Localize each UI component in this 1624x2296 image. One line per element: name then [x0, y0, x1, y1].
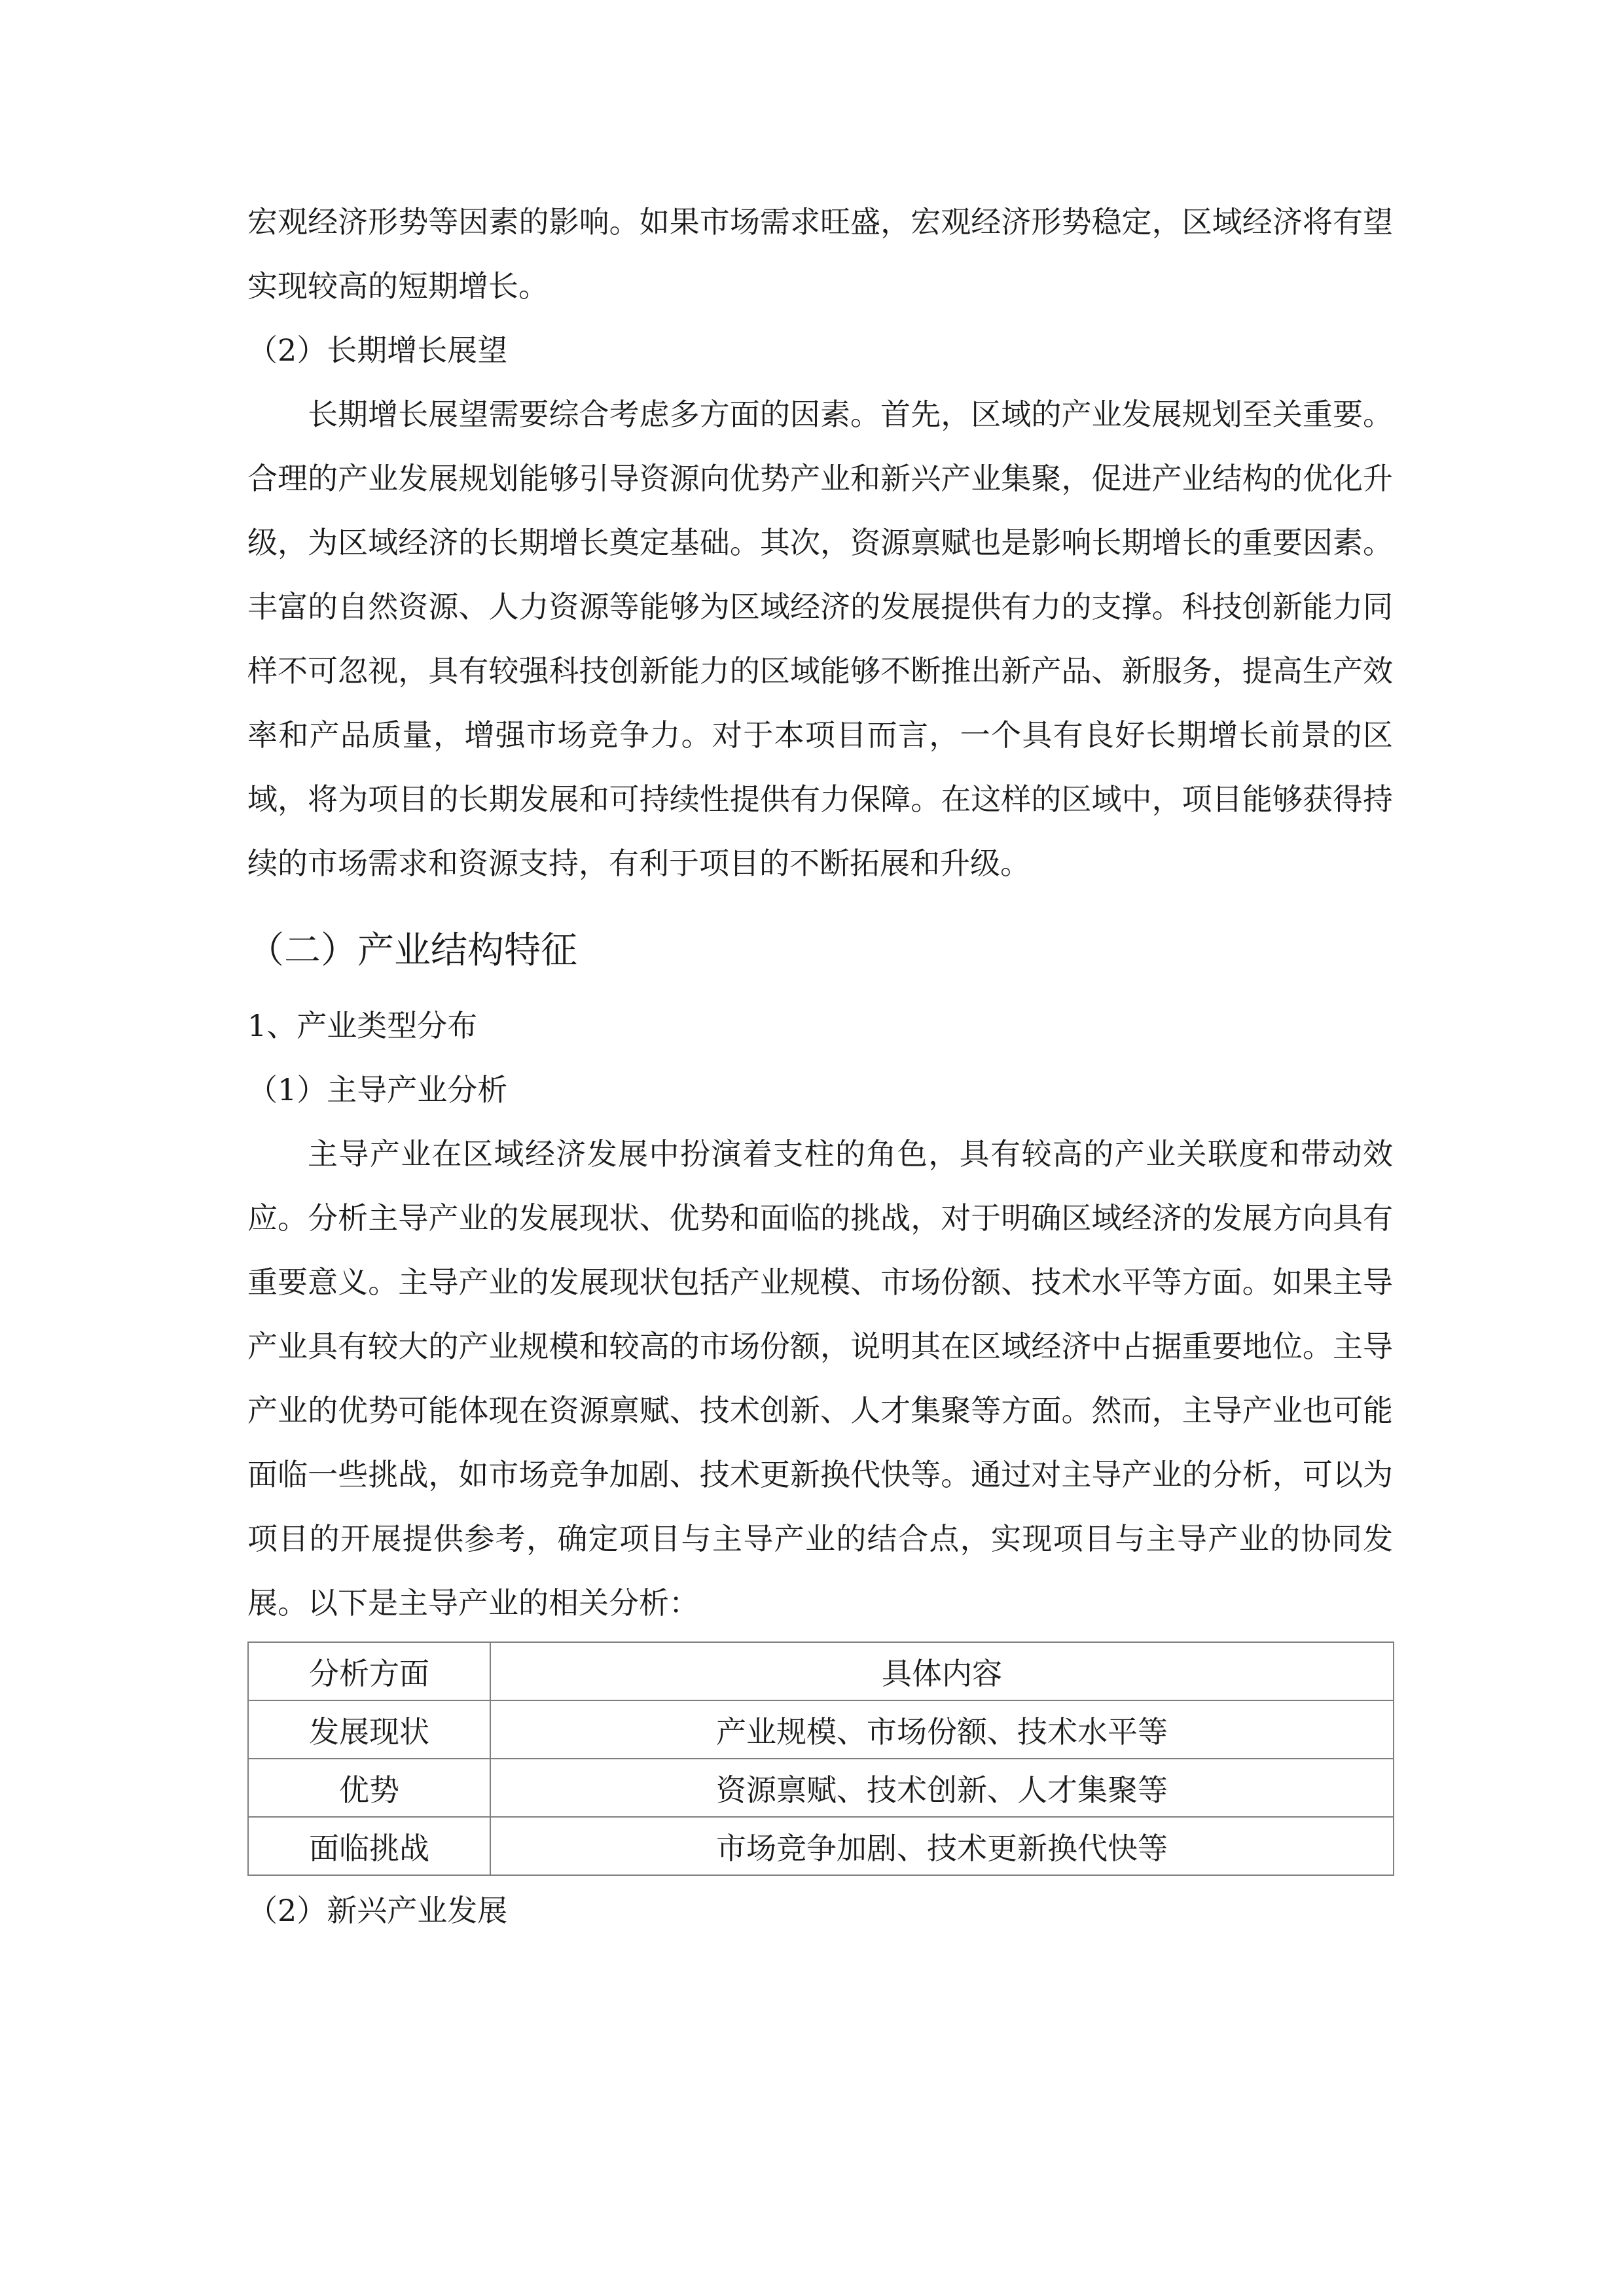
leading-industry-table [247, 1641, 1394, 1876]
table-cell-content: 资源禀赋、技术创新、人才集聚等 [490, 1759, 1394, 1817]
section-heading-industry-structure: （二）产业结构特征 [247, 929, 577, 972]
table-cell-aspect: 发展现状 [248, 1700, 490, 1759]
subheading-emerging-industry: （2）新兴产业发展 [247, 1893, 508, 1928]
table-header-content: 具体内容 [490, 1642, 1394, 1700]
table-cell-content: 市场竞争加剧、技术更新换代快等 [490, 1817, 1394, 1875]
paragraph-short-term-continuation: 宏观经济形势等因素的影响。如果市场需求旺盛，宏观经济形势稳定，区域经济将有望实现较高的短期增长。 [247, 204, 1393, 304]
table-cell-content: 产业规模、市场份额、技术水平等 [490, 1700, 1394, 1759]
document-page [247, 190, 1393, 1943]
table-row [248, 1700, 1394, 1759]
table-row [248, 1759, 1394, 1817]
table-row [248, 1817, 1394, 1875]
subheading-industry-type-distribution: 1、产业类型分布 [247, 1008, 478, 1043]
table-cell-aspect: 优势 [248, 1759, 490, 1817]
table-header-row [248, 1642, 1394, 1700]
table-header-aspect: 分析方面 [248, 1642, 490, 1700]
paragraph-long-term-outlook: 长期增长展望需要综合考虑多方面的因素。首先，区域的产业发展规划至关重要。合理的产业发展规划能够引导资源向优势产业和新兴产业集聚，促进产业结构的优化升级，为区域经济的长期增长奠定基础。其次，资源禀赋也是影响长期增长的重要因素。丰富的自然资源、人力资源等能够为区域经济的发展提供有力的支撑。科技创新能力同样不可忽视，具有较强科技创新能力的区域能够不断推出新产品、新服务，提高生产效率和产品质量，增强市场竞争力。对于本项目而言，一个具有良好长期增长前景的区域，将为项目的长期发展和可持续性提供有力保障。在这样的区域中，项目能够获得持续的市场需求和资源支持，有利于项目的不断拓展和升级。 [247, 397, 1393, 881]
subheading-leading-industry-analysis: （1）主导产业分析 [247, 1072, 508, 1107]
subheading-long-term-outlook: （2）长期增长展望 [247, 332, 508, 368]
table-cell-aspect: 面临挑战 [248, 1817, 490, 1875]
paragraph-leading-industry: 主导产业在区域经济发展中扮演着支柱的角色，具有较高的产业关联度和带动效应。分析主导产业的发展现状、优势和面临的挑战，对于明确区域经济的发展方向具有重要意义。主导产业的发展现状包括产业规模、市场份额、技术水平等方面。如果主导产业具有较大的产业规模和较高的市场份额，说明其在区域经济中占据重要地位。主导产业的优势可能体现在资源禀赋、技术创新、人才集聚等方面。然而，主导产业也可能面临一些挑战，如市场竞争加剧、技术更新换代快等。通过对主导产业的分析，可以为项目的开展提供参考，确定项目与主导产业的结合点，实现项目与主导产业的协同发展。以下是主导产业的相关分析： [247, 1136, 1393, 1621]
